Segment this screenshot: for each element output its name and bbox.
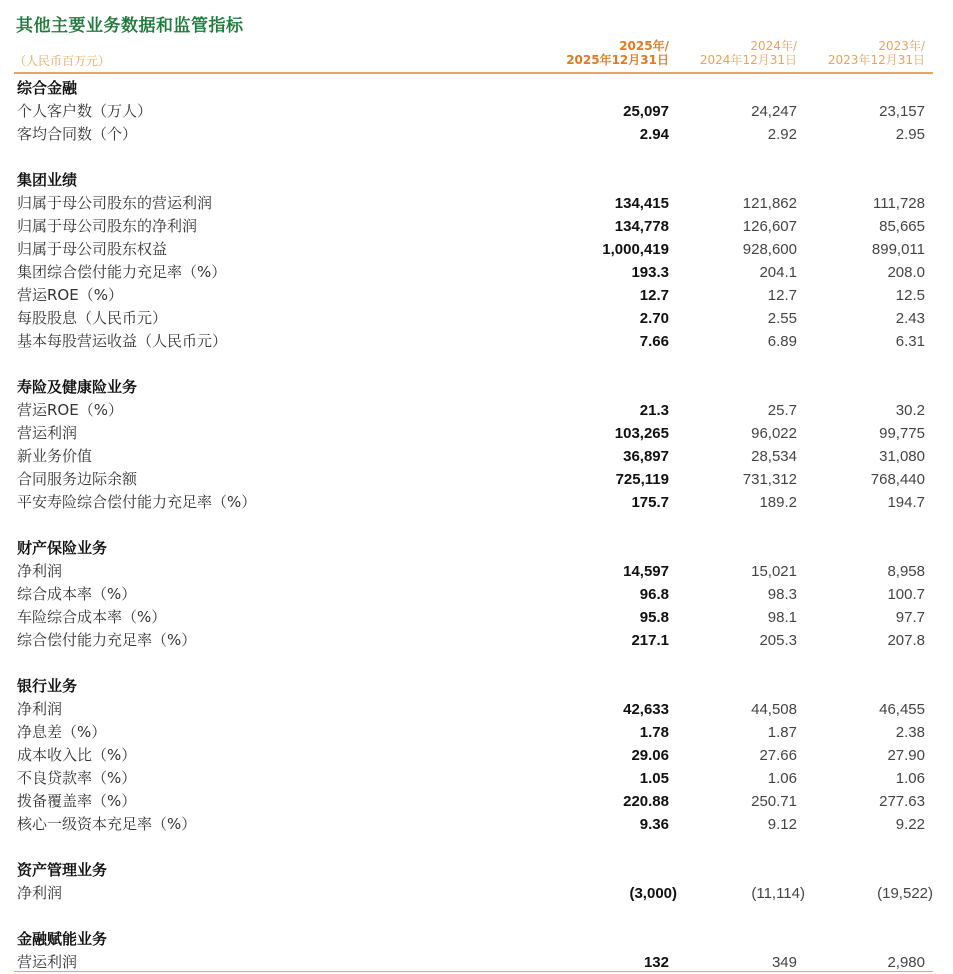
value-2025: 134,778: [614, 218, 669, 235]
value-2023: 12.5: [895, 287, 925, 304]
value-2023: 2,980: [887, 954, 925, 971]
row-label: 净息差（%）: [17, 723, 107, 741]
section-title: 资产管理业务: [17, 861, 108, 879]
table-row: [0, 445, 953, 468]
value-2024: 6.89: [767, 333, 797, 350]
value-2025: 193.3: [631, 264, 669, 281]
table-row: [0, 721, 953, 744]
value-2023: 46,455: [879, 701, 925, 718]
row-label: 归属于母公司股东的净利润: [17, 217, 198, 235]
row-label: 客均合同数（个）: [17, 125, 138, 143]
row-label: 平安寿险综合偿付能力充足率（%）: [17, 493, 257, 511]
section-title: 银行业务: [17, 677, 78, 695]
value-2024: 98.3: [767, 586, 797, 603]
value-2025: 21.3: [639, 402, 669, 419]
section-title-row: [0, 169, 953, 192]
value-2025: (3,000): [629, 885, 677, 902]
value-2023: 1.06: [895, 770, 925, 787]
value-2024: 205.3: [759, 632, 797, 649]
value-2024: 24,247: [751, 103, 797, 120]
section-title-row: [0, 675, 953, 698]
table-row: [0, 330, 953, 353]
row-label: 归属于母公司股东权益: [17, 240, 168, 258]
value-2025: 1,000,419: [602, 241, 669, 258]
table-row: [0, 560, 953, 583]
value-2025: 25,097: [623, 103, 669, 120]
section: [0, 859, 953, 905]
table-row: [0, 698, 953, 721]
row-label: 综合成本率（%）: [17, 585, 137, 603]
section-title-row: [0, 376, 953, 399]
value-2023: 9.22: [895, 816, 925, 833]
value-2024: 9.12: [767, 816, 797, 833]
value-2024: 126,607: [742, 218, 797, 235]
column-header-line1: 2025年/: [619, 39, 669, 53]
row-label: 归属于母公司股东的营运利润: [17, 194, 213, 212]
table-row: [0, 399, 953, 422]
section: [0, 928, 953, 974]
table-row: [0, 307, 953, 330]
value-2023: 30.2: [895, 402, 925, 419]
section-title: 寿险及健康险业务: [17, 378, 138, 396]
table-row: [0, 261, 953, 284]
table-row: [0, 123, 953, 146]
value-2024: 731,312: [742, 471, 797, 488]
table-row: [0, 422, 953, 445]
column-header-line2: 2024年12月31日: [699, 53, 797, 67]
column-header-2023: [765, 39, 925, 67]
value-2024: 204.1: [759, 264, 797, 281]
table-row: [0, 882, 953, 905]
row-label: 新业务价值: [17, 447, 93, 465]
value-2024: 98.1: [767, 609, 797, 626]
section-title: 财产保险业务: [17, 539, 108, 557]
table-row: [0, 767, 953, 790]
section: [0, 169, 953, 353]
value-2025: 95.8: [639, 609, 669, 626]
value-2024: 349: [771, 954, 797, 971]
table-row: [0, 744, 953, 767]
value-2025: 217.1: [631, 632, 669, 649]
row-label: 个人客户数（万人）: [17, 102, 153, 120]
value-2025: 220.88: [623, 793, 669, 810]
value-2025: 132: [643, 954, 669, 971]
table-row: [0, 491, 953, 514]
table-row: [0, 583, 953, 606]
value-2024: 2.55: [767, 310, 797, 327]
value-2024: 25.7: [767, 402, 797, 419]
value-2023: 99,775: [879, 425, 925, 442]
column-header-line1: 2024年/: [750, 39, 797, 53]
section-title: 集团业绩: [17, 171, 78, 189]
value-2023: 31,080: [879, 448, 925, 465]
value-2023: 208.0: [887, 264, 925, 281]
row-label: 合同服务边际余额: [17, 470, 138, 488]
table-row: [0, 284, 953, 307]
section: [0, 376, 953, 514]
value-2025: 29.06: [631, 747, 669, 764]
value-2023: 194.7: [887, 494, 925, 511]
value-2024: 928,600: [742, 241, 797, 258]
value-2025: 2.70: [639, 310, 669, 327]
column-header-line2: 2023年12月31日: [827, 53, 925, 67]
value-2023: 2.38: [895, 724, 925, 741]
value-2025: 12.7: [639, 287, 669, 304]
value-2023: 899,011: [871, 241, 925, 258]
footer-divider: [14, 971, 933, 972]
value-2025: 96.8: [639, 586, 669, 603]
table-row: [0, 813, 953, 836]
row-label: 集团综合偿付能力充足率（%）: [17, 263, 227, 281]
column-header-line2: 2025年12月31日: [566, 53, 669, 67]
value-2023: 100.7: [887, 586, 925, 603]
row-label: 车险综合成本率（%）: [17, 608, 167, 626]
row-label: 营运利润: [17, 953, 78, 971]
section: [0, 77, 953, 146]
value-2023: 85,665: [879, 218, 925, 235]
section: [0, 537, 953, 652]
value-2024: 1.87: [767, 724, 797, 741]
value-2023: 27.90: [887, 747, 925, 764]
value-2025: 14,597: [623, 563, 669, 580]
row-label: 每股股息（人民币元）: [17, 309, 168, 327]
row-label: 净利润: [17, 884, 63, 902]
value-2024: 27.66: [759, 747, 797, 764]
section-title: 金融赋能业务: [17, 930, 108, 948]
table-row: [0, 468, 953, 491]
section-title-row: [0, 77, 953, 100]
value-2023: 2.95: [895, 126, 925, 143]
table-row: [0, 238, 953, 261]
unit-label: （人民币百万元）: [14, 54, 111, 68]
value-2024: 28,534: [751, 448, 797, 465]
value-2025: 1.05: [639, 770, 669, 787]
table-row: [0, 606, 953, 629]
row-label: 营运ROE（%）: [17, 401, 123, 419]
section-title-row: [0, 928, 953, 951]
value-2023: 277.63: [879, 793, 925, 810]
section-title: 综合金融: [17, 79, 78, 97]
value-2024: 15,021: [751, 563, 797, 580]
value-2024: 189.2: [759, 494, 797, 511]
data-table: [0, 77, 953, 974]
value-2024: 250.71: [751, 793, 797, 810]
row-label: 拨备覆盖率（%）: [17, 792, 137, 810]
value-2025: 7.66: [639, 333, 669, 350]
row-label: 净利润: [17, 700, 63, 718]
row-label: 基本每股营运收益（人民币元）: [17, 332, 228, 350]
value-2025: 175.7: [631, 494, 669, 511]
table-row: [0, 100, 953, 123]
value-2024: 12.7: [767, 287, 797, 304]
row-label: 成本收入比（%）: [17, 746, 137, 764]
row-label: 营运ROE（%）: [17, 286, 123, 304]
value-2025: 42,633: [623, 701, 669, 718]
section: [0, 675, 953, 836]
value-2025: 103,265: [614, 425, 669, 442]
table-row: [0, 629, 953, 652]
row-label: 净利润: [17, 562, 63, 580]
value-2025: 36,897: [623, 448, 669, 465]
value-2024: 121,862: [742, 195, 797, 212]
value-2025: 9.36: [639, 816, 669, 833]
value-2024: 1.06: [767, 770, 797, 787]
value-2023: 8,958: [887, 563, 925, 580]
value-2023: 23,157: [879, 103, 925, 120]
table-row: [0, 192, 953, 215]
row-label: 营运利润: [17, 424, 78, 442]
value-2023: (19,522): [877, 885, 933, 902]
column-header-line1: 2023年/: [878, 39, 925, 53]
row-label: 核心一级资本充足率（%）: [17, 815, 197, 833]
value-2023: 768,440: [870, 471, 925, 488]
value-2025: 1.78: [639, 724, 669, 741]
value-2024: 2.92: [767, 126, 797, 143]
row-label: 综合偿付能力充足率（%）: [17, 631, 197, 649]
table-row: [0, 215, 953, 238]
value-2023: 111,728: [873, 195, 925, 212]
header-divider: [14, 72, 933, 74]
value-2023: 97.7: [895, 609, 925, 626]
row-label: 不良贷款率（%）: [17, 769, 137, 787]
value-2025: 134,415: [614, 195, 669, 212]
section-title-row: [0, 537, 953, 560]
value-2025: 725,119: [615, 471, 669, 488]
value-2024: 44,508: [751, 701, 797, 718]
value-2023: 6.31: [895, 333, 925, 350]
table-row: [0, 790, 953, 813]
value-2023: 207.8: [887, 632, 925, 649]
section-title-row: [0, 859, 953, 882]
page-title: 其他主要业务数据和监管指标: [16, 16, 244, 36]
value-2025: 2.94: [639, 126, 669, 143]
value-2023: 2.43: [895, 310, 925, 327]
value-2024: 96,022: [751, 425, 797, 442]
value-2024: (11,114): [751, 885, 805, 902]
